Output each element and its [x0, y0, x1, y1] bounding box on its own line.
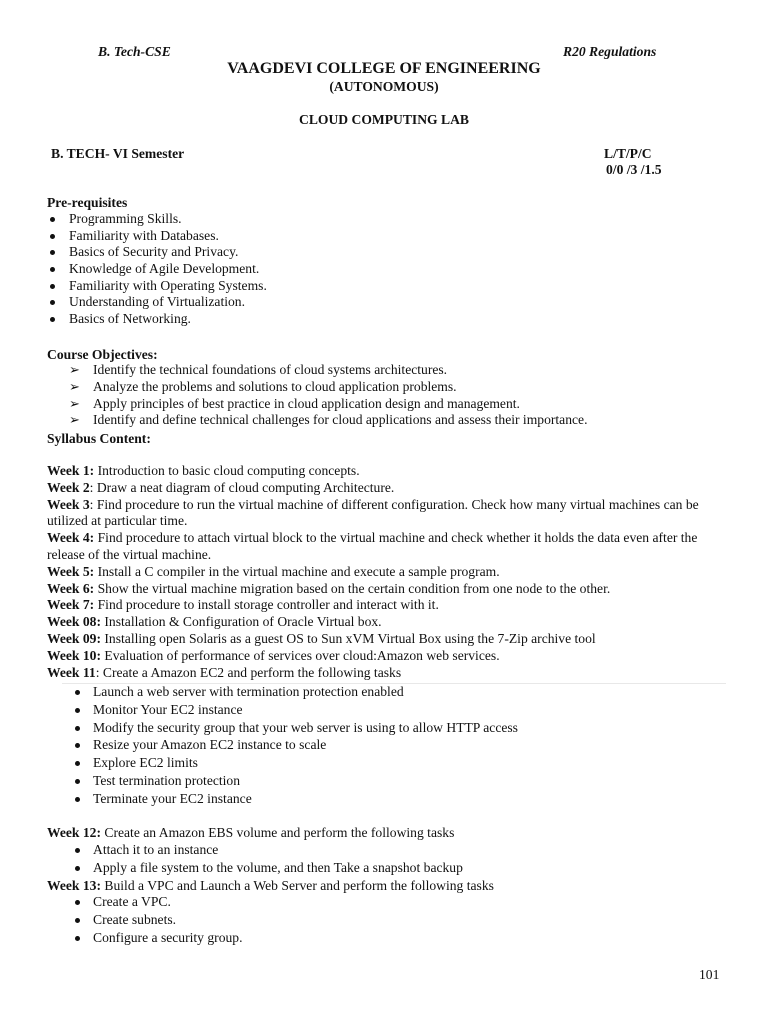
week-entry	[47, 614, 727, 631]
week-label: Week 6:	[47, 580, 95, 596]
week-label: Week 2	[47, 479, 90, 495]
week-entry	[47, 648, 727, 665]
week-label: Week 7:	[47, 597, 95, 613]
week-text: Find procedure to install storage controller and interact with it.	[94, 597, 439, 613]
week-label: Week 4:	[47, 530, 95, 546]
week-label: Week 1:	[47, 463, 95, 478]
list-item: Basics of Networking.	[47, 311, 267, 328]
week-text: Installation & Configuration of Oracle Virtual box.	[101, 614, 382, 630]
list-item: ➢ Identify and define technical challenges for cloud applications and assess their importance.	[69, 412, 587, 429]
list-item: Familiarity with Databases.	[47, 228, 267, 245]
list-item: Attach it to an instance	[47, 841, 463, 859]
week-entry	[47, 581, 727, 598]
week-label: Week 3	[47, 496, 90, 512]
list-item: ➢ Apply principles of best practice in cloud application design and management.	[69, 396, 587, 413]
header-program: B. Tech-CSE	[98, 44, 171, 59]
week-entry	[47, 665, 727, 682]
lab-title: CLOUD COMPUTING LAB	[299, 112, 469, 127]
week-label: Week 09:	[47, 630, 101, 646]
week-label: Week 08:	[47, 614, 101, 630]
list-item: Test termination protection	[47, 772, 518, 790]
week13-entry	[47, 877, 494, 894]
week-label: Week 12:	[47, 825, 101, 840]
list-item: Explore EC2 limits	[47, 754, 518, 772]
week-text: Install a C compiler in the virtual machine and execute a sample program.	[94, 563, 500, 579]
ltpc-label: L/T/P/C	[604, 146, 652, 161]
week-entry	[47, 597, 727, 614]
list-item: Knowledge of Agile Development.	[47, 261, 267, 278]
list-item: Create a VPC.	[47, 893, 243, 911]
list-item: Familiarity with Operating Systems.	[47, 278, 267, 295]
week-text: Build a VPC and Launch a Web Server and perform the following tasks	[101, 878, 494, 893]
week11-task-list	[47, 683, 518, 808]
college-name: VAAGDEVI COLLEGE OF ENGINEERING	[227, 60, 541, 77]
week-entry	[47, 530, 727, 564]
list-item: Understanding of Virtualization.	[47, 294, 267, 311]
page-number: 101	[699, 967, 720, 982]
prerequisites-heading: Pre-requisites	[47, 195, 128, 210]
week-entry	[47, 497, 727, 531]
week-label: Week 5:	[47, 563, 95, 579]
semester-label: B. TECH- VI Semester	[51, 146, 185, 161]
list-item: ➢ Analyze the problems and solutions to cloud application problems.	[69, 379, 587, 396]
list-item: Basics of Security and Privacy.	[47, 244, 267, 261]
week-text: Create an Amazon EBS volume and perform the following tasks	[101, 825, 455, 840]
list-item: Create subnets.	[47, 911, 243, 929]
list-item: Modify the security group that your web server is using to allow HTTP access	[47, 719, 518, 737]
week-label: Week 11	[47, 664, 96, 680]
week-entry	[47, 463, 727, 480]
prerequisites-list	[47, 211, 267, 328]
list-item: Apply a file system to the volume, and then Take a snapshot backup	[47, 859, 463, 877]
objectives-heading: Course Objectives:	[47, 347, 158, 362]
list-item: Monitor Your EC2 instance	[47, 701, 518, 719]
week-text: Introduction to basic cloud computing concepts.	[94, 463, 360, 478]
week-label: Week 10:	[47, 647, 101, 663]
week-entry	[47, 631, 727, 648]
autonomous-label: (AUTONOMOUS)	[329, 79, 439, 94]
week-text: : Create a Amazon EC2 and perform the following tasks	[95, 664, 402, 680]
list-item: Launch a web server with termination protection enabled	[47, 683, 518, 701]
list-item: Programming Skills.	[47, 211, 267, 228]
ltpc-value: 0/0 /3 /1.5	[606, 162, 662, 177]
list-item: ➢ Identify the technical foundations of cloud systems architectures.	[69, 362, 587, 379]
week-text: Installing open Solaris as a guest OS to Sun xVM Virtual Box using the 7-Zip archive tool	[101, 630, 596, 646]
week-text: Find procedure to attach virtual block to the virtual machine and check whether it holds the data even after the release of the virtual machine.	[47, 530, 698, 562]
week13-task-list	[47, 893, 243, 946]
list-item: Configure a security group.	[47, 929, 243, 947]
week12-task-list	[47, 841, 463, 877]
syllabus-heading: Syllabus Content:	[47, 431, 151, 446]
weeks-block	[47, 463, 727, 681]
week-label: Week 13:	[47, 878, 101, 893]
header-regulations: R20 Regulations	[563, 44, 657, 59]
week-text: Evaluation of performance of services over cloud:Amazon web services.	[101, 647, 500, 663]
week-text: Show the virtual machine migration based on the certain condition from one node to the other.	[94, 580, 611, 596]
week-entry	[47, 480, 727, 497]
week-text: : Draw a neat diagram of cloud computing Architecture.	[89, 479, 395, 495]
week-entry	[47, 564, 727, 581]
week-text: : Find procedure to run the virtual machine of different configuration. Check how many virtual machines can be utilized at particular time.	[47, 496, 699, 529]
list-item: Resize your Amazon EC2 instance to scale	[47, 736, 518, 754]
objectives-list	[69, 362, 587, 429]
week12-entry	[47, 824, 454, 841]
list-item: Terminate your EC2 instance	[47, 790, 518, 808]
